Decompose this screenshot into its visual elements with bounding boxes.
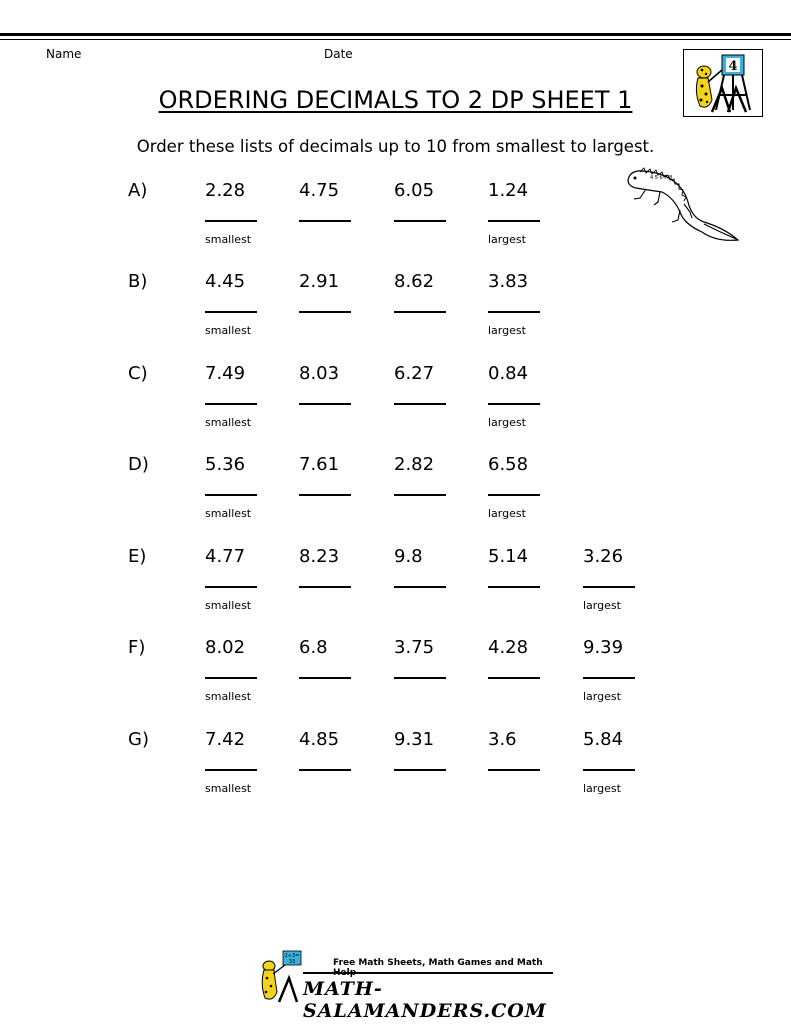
answer-blank[interactable] [205, 220, 257, 222]
date-label: Date [324, 47, 353, 61]
header-rule-thin [0, 39, 791, 40]
decimal-value: 3.6 [488, 729, 517, 750]
decimal-value: 9.31 [394, 729, 435, 750]
answer-blank[interactable] [205, 494, 257, 496]
decimal-value: 4.45 [205, 271, 246, 292]
answer-blank[interactable] [583, 586, 635, 588]
decimal-value: 7.49 [205, 363, 246, 384]
problem-row-b [0, 271, 791, 361]
answer-blank[interactable] [299, 677, 351, 679]
answer-blank[interactable] [299, 311, 351, 313]
problem-row-g [0, 729, 791, 819]
decimal-value: 5.14 [488, 546, 529, 567]
smallest-tag: smallest [205, 507, 252, 520]
svg-text:2+3=: 2+3= [284, 953, 300, 959]
problem-label: D) [128, 454, 149, 475]
smallest-tag: smallest [205, 416, 252, 429]
decimal-value: 4.28 [488, 637, 529, 658]
smallest-tag: smallest [205, 324, 252, 337]
largest-tag: largest [488, 233, 526, 246]
footer-brand: MATH-SALAMANDERS.COM [303, 978, 547, 1022]
answer-blank[interactable] [394, 769, 446, 771]
decimal-value: 3.83 [488, 271, 529, 292]
answer-blank[interactable] [205, 769, 257, 771]
problem-label: F) [128, 637, 146, 658]
decimal-value: 6.05 [394, 180, 435, 201]
name-label: Name [46, 47, 82, 61]
smallest-tag: smallest [205, 599, 252, 612]
answer-blank[interactable] [488, 769, 540, 771]
problem-row-e [0, 546, 791, 636]
svg-text:33: 33 [288, 959, 296, 965]
largest-tag: largest [583, 782, 621, 795]
answer-blank[interactable] [583, 769, 635, 771]
worksheet-title: ORDERING DECIMALS TO 2 DP SHEET 1 [158, 86, 633, 114]
decimal-value: 9.8 [394, 546, 423, 567]
answer-blank[interactable] [205, 311, 257, 313]
answer-blank[interactable] [205, 586, 257, 588]
footer-rule [303, 972, 553, 974]
instructions: Order these lists of decimals up to 10 from smallest to largest. [136, 137, 655, 156]
decimal-value: 8.02 [205, 637, 246, 658]
problem-label: G) [128, 729, 149, 750]
decimal-value: 8.62 [394, 271, 435, 292]
answer-blank[interactable] [394, 494, 446, 496]
answer-blank[interactable] [299, 220, 351, 222]
answer-blank[interactable] [488, 220, 540, 222]
answer-blank[interactable] [299, 403, 351, 405]
decimal-value: 2.82 [394, 454, 435, 475]
answer-blank[interactable] [583, 677, 635, 679]
smallest-tag: smallest [205, 690, 252, 703]
largest-tag: largest [583, 599, 621, 612]
problem-label: E) [128, 546, 147, 567]
problem-row-d [0, 454, 791, 544]
answer-blank[interactable] [205, 677, 257, 679]
answer-blank[interactable] [299, 586, 351, 588]
answer-blank[interactable] [394, 220, 446, 222]
decimal-value: 6.27 [394, 363, 435, 384]
decimal-value: 7.61 [299, 454, 340, 475]
answer-blank[interactable] [394, 586, 446, 588]
decimal-value: 5.36 [205, 454, 246, 475]
smallest-tag: smallest [205, 782, 252, 795]
decimal-value: 8.23 [299, 546, 340, 567]
decimal-value: 7.42 [205, 729, 246, 750]
answer-blank[interactable] [299, 769, 351, 771]
problem-label: C) [128, 363, 148, 384]
problem-label: B) [128, 271, 148, 292]
smallest-tag: smallest [205, 233, 252, 246]
answer-blank[interactable] [488, 677, 540, 679]
answer-blank[interactable] [488, 403, 540, 405]
decimal-value: 6.8 [299, 637, 328, 658]
problem-row-a [0, 180, 791, 270]
largest-tag: largest [488, 507, 526, 520]
footer-tagline: Free Math Sheets, Math Games and Math [333, 958, 543, 968]
decimal-value: 0.84 [488, 363, 529, 384]
logo-number: 4 [728, 59, 738, 74]
answer-blank[interactable] [488, 494, 540, 496]
largest-tag: largest [488, 324, 526, 337]
decimal-value: 4.75 [299, 180, 340, 201]
answer-blank[interactable] [205, 403, 257, 405]
decimal-value: 2.91 [299, 271, 340, 292]
problem-label: A) [128, 180, 148, 201]
decimal-value: 1.24 [488, 180, 529, 201]
header-rule-thick [0, 33, 791, 36]
decimal-value: 5.84 [583, 729, 624, 750]
answer-blank[interactable] [299, 494, 351, 496]
answer-blank[interactable] [394, 311, 446, 313]
footer [255, 948, 565, 1022]
decimal-value: 9.39 [583, 637, 624, 658]
answer-blank[interactable] [394, 403, 446, 405]
decimal-value: 2.28 [205, 180, 246, 201]
decimal-value: 8.03 [299, 363, 340, 384]
answer-blank[interactable] [488, 311, 540, 313]
largest-tag: largest [488, 416, 526, 429]
problem-row-c [0, 363, 791, 453]
answer-blank[interactable] [394, 677, 446, 679]
problem-row-f [0, 637, 791, 727]
decimal-value: 4.85 [299, 729, 340, 750]
decimal-value: 3.26 [583, 546, 624, 567]
largest-tag: largest [583, 690, 621, 703]
salamander-logo-icon [255, 948, 305, 1004]
svg-text:4 5 6 7 8: 4 5 6 7 8 [650, 175, 673, 181]
decimal-value: 3.75 [394, 637, 435, 658]
decimal-value: 4.77 [205, 546, 246, 567]
answer-blank[interactable] [488, 586, 540, 588]
decimal-value: 6.58 [488, 454, 529, 475]
